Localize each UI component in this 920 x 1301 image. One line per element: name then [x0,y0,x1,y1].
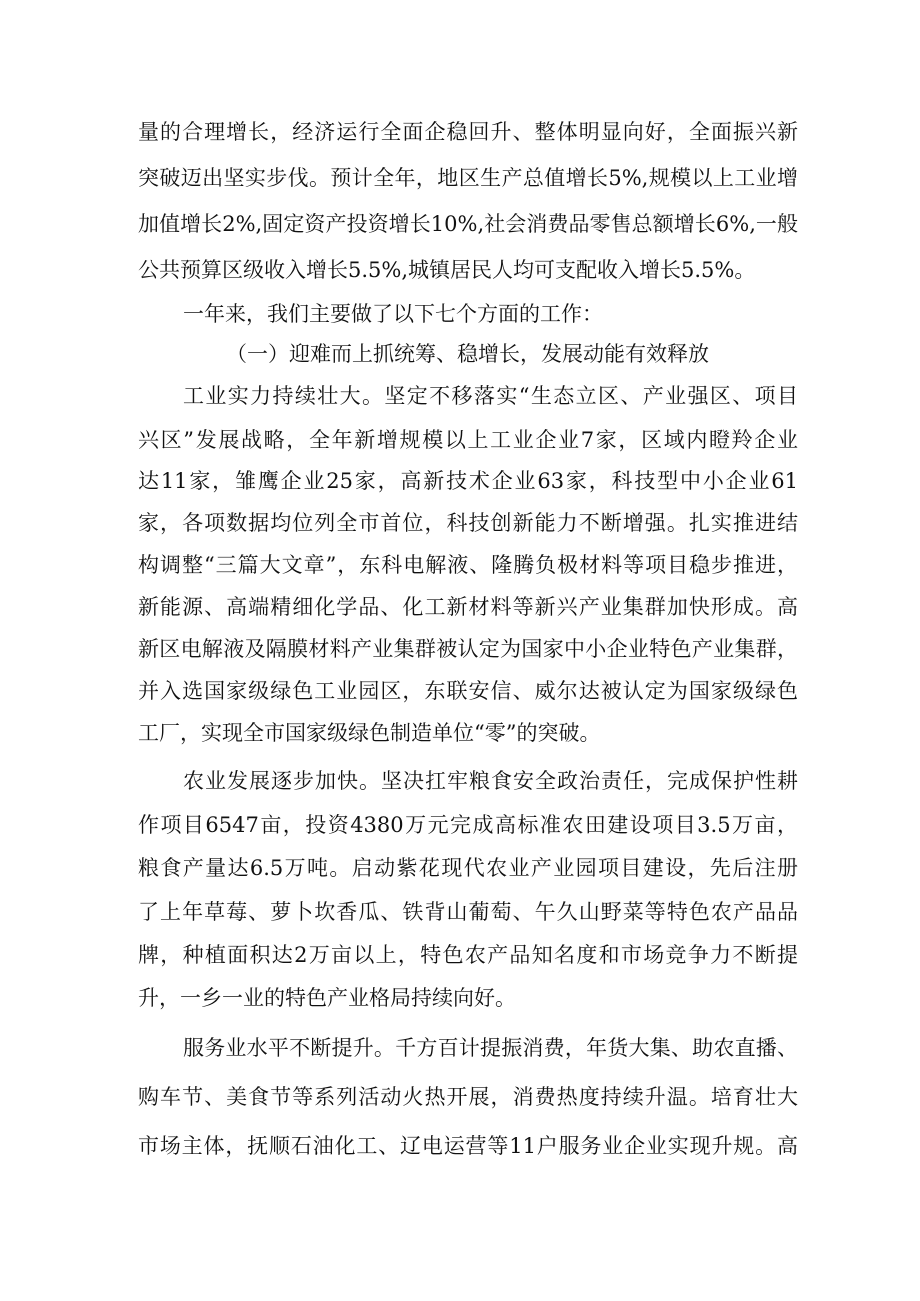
text-line: 服务业水平不断提升。千方百计提振消费，年货大集、助农直播、 [183,1036,798,1060]
text-line: 工业实力持续壮大。坚定不移落实“生态立区、产业强区、项目 [183,384,798,408]
text-line: 构调整“三篇大文章”，东科电解液、隆腾负极材料等项目稳步推进， [138,553,798,577]
text-line: 突破迈出坚实步伐。预计全年，地区生产总值增长5%,规模以上工业增 [138,166,798,190]
section-heading: （一）迎难而上抓统筹、稳增长，发展动能有效释放 [226,342,709,366]
text-line: 工厂，实现全市国家级绿色制造单位“零”的突破。 [138,721,601,745]
text-line: 市场主体，抚顺石油化工、辽电运营等11户服务业企业实现升规。高 [138,1134,798,1158]
text-line: 新能源、高端精细化学品、化工新材料等新兴产业集群加快形成。高 [138,595,798,619]
text-line: 量的合理增长，经济运行全面企稳回升、整体明显向好，全面振兴新 [138,120,798,144]
text-line: 升，一乡一业的特色产业格局持续向好。 [138,986,516,1010]
text-line: 家，各项数据均位列全市首位，科技创新能力不断增强。扎实推进结 [138,511,798,535]
text-line: 牌，种植面积达2万亩以上，特色农产品知名度和市场竞争力不断提 [138,943,798,967]
text-line: 农业发展逐步加快。坚决扛牢粮食安全政治责任，完成保护性耕 [183,769,798,793]
text-line: 作项目6547亩，投资4380万元完成高标准农田建设项目3.5万亩， [138,813,798,837]
text-line: 加值增长2%,固定资产投资增长10%,社会消费品零售总额增长6%,一般 [138,212,798,236]
text-line: 兴区”发展战略，全年新增规模以上工业企业7家，区域内瞪羚企业 [138,428,798,452]
text-line: 了上年草莓、萝卜坎香瓜、铁背山葡萄、午久山野菜等特色农产品品 [138,900,798,924]
text-line: 粮食产量达6.5万吨。启动紫花现代农业产业园项目建设，先后注册 [138,856,798,880]
text-line: 达11家，雏鹰企业25家，高新技术企业63家，科技型中小企业61 [138,469,798,493]
text-line: 公共预算区级收入增长5.5%,城镇居民人均可支配收入增长5.5%。 [138,258,756,282]
text-line: 并入选国家级绿色工业园区，东联安信、威尔达被认定为国家级绿色 [138,679,798,703]
text-line: 购车节、美食节等系列活动火热开展，消费热度持续升温。培育壮大 [138,1085,798,1109]
text-line: 新区电解液及隔膜材料产业集群被认定为国家中小企业特色产业集群， [138,637,798,661]
text-line: 一年来，我们主要做了以下七个方面的工作： [183,302,603,326]
